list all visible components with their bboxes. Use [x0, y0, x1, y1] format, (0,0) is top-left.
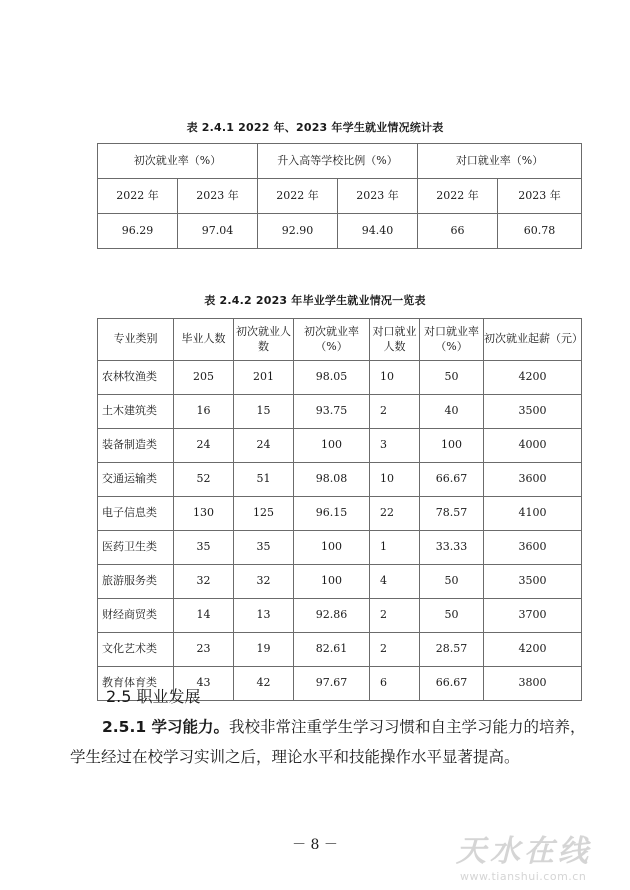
table1-value-cell: 96.29 — [98, 214, 178, 249]
table2-row — [98, 463, 582, 497]
table2-row — [98, 395, 582, 429]
table2-value-cell: 43 — [174, 667, 234, 701]
table2-value-cell: 125 — [234, 497, 294, 531]
table2-value-cell: 52 — [174, 463, 234, 497]
table2-header-cell: 专业类别 — [98, 319, 174, 361]
watermark-url: www.tianshui.com.cn — [460, 870, 587, 883]
table2-value-cell: 50 — [420, 599, 484, 633]
table1-group-header: 升入高等学校比例（%） — [258, 144, 418, 179]
table2-value-cell: 3700 — [484, 599, 582, 633]
table2-value-cell: 66.67 — [420, 667, 484, 701]
table2-value-cell: 10 — [370, 361, 420, 395]
watermark-logo — [452, 826, 622, 886]
table2-value-cell: 42 — [234, 667, 294, 701]
table2-row — [98, 361, 582, 395]
table2-value-cell: 3600 — [484, 531, 582, 565]
employment-stats-table — [97, 143, 582, 249]
table2-value-cell: 14 — [174, 599, 234, 633]
table2-value-cell: 51 — [234, 463, 294, 497]
table2-value-cell: 35 — [174, 531, 234, 565]
table2-row — [98, 599, 582, 633]
table2-value-cell: 24 — [174, 429, 234, 463]
table2-value-cell: 3800 — [484, 667, 582, 701]
table2-value-cell: 6 — [370, 667, 420, 701]
table2-row — [98, 565, 582, 599]
table2-value-cell: 50 — [420, 361, 484, 395]
table1-group-header-row — [98, 144, 582, 179]
category-cell: 农林牧渔类 — [98, 361, 174, 395]
table2-header-cell: 毕业人数 — [174, 319, 234, 361]
table2-value-cell: 98.08 — [294, 463, 370, 497]
table2-value-cell: 4000 — [484, 429, 582, 463]
table2-value-cell: 2 — [370, 633, 420, 667]
table2-value-cell: 16 — [174, 395, 234, 429]
table2-value-cell: 1 — [370, 531, 420, 565]
table1-year-row — [98, 179, 582, 214]
table2-value-cell: 23 — [174, 633, 234, 667]
table2-value-cell: 97.67 — [294, 667, 370, 701]
category-cell: 交通运输类 — [98, 463, 174, 497]
table2-value-cell: 201 — [234, 361, 294, 395]
table2-row — [98, 429, 582, 463]
table1-group-header: 对口就业率（%） — [418, 144, 582, 179]
table2-header-cell: 初次就业起薪（元） — [484, 319, 582, 361]
table2-value-cell: 13 — [234, 599, 294, 633]
table1-year-cell: 2022 年 — [258, 179, 338, 214]
section-heading: 2.5 职业发展 — [106, 687, 201, 706]
table2-value-cell: 3500 — [484, 395, 582, 429]
table2-value-cell: 35 — [234, 531, 294, 565]
table1-caption: 表 2.4.1 2022 年、2023 年学生就业情况统计表 — [186, 121, 444, 134]
category-cell: 旅游服务类 — [98, 565, 174, 599]
table2-value-cell: 2 — [370, 395, 420, 429]
subsection-lead: 2.5.1 学习能力。 — [102, 718, 230, 736]
category-cell: 教育体育类 — [98, 667, 174, 701]
table2-value-cell: 4200 — [484, 361, 582, 395]
table1-year-cell: 2023 年 — [338, 179, 418, 214]
table2-value-cell: 19 — [234, 633, 294, 667]
table2-value-cell: 15 — [234, 395, 294, 429]
table2-value-cell: 93.75 — [294, 395, 370, 429]
table2-value-cell: 24 — [234, 429, 294, 463]
table2-header-row — [98, 319, 582, 361]
table2-value-cell: 3600 — [484, 463, 582, 497]
table2-value-cell: 96.15 — [294, 497, 370, 531]
table2-value-cell: 4 — [370, 565, 420, 599]
table2-value-cell: 22 — [370, 497, 420, 531]
table1-year-cell: 2022 年 — [98, 179, 178, 214]
table2-value-cell: 130 — [174, 497, 234, 531]
paragraph-body: 我校非常注重学生学习习惯和自主学习能力的培养，学生经过在校学习实训之后，理论水平和技能操作水平显著提高。 — [70, 718, 586, 766]
table2-value-cell: 205 — [174, 361, 234, 395]
table2-value-cell: 66.67 — [420, 463, 484, 497]
table2-header-cell: 对口就业率（%） — [420, 319, 484, 361]
table2-value-cell: 4200 — [484, 633, 582, 667]
table2-value-cell: 2 — [370, 599, 420, 633]
table1-value-cell: 92.90 — [258, 214, 338, 249]
table2-header-cell: 初次就业人数 — [234, 319, 294, 361]
table1-value-row — [98, 214, 582, 249]
table1-value-cell: 60.78 — [498, 214, 582, 249]
table2-value-cell: 10 — [370, 463, 420, 497]
table2-header-cell: 初次就业率（%） — [294, 319, 370, 361]
category-cell: 电子信息类 — [98, 497, 174, 531]
table2-value-cell: 3500 — [484, 565, 582, 599]
table2-value-cell: 100 — [294, 531, 370, 565]
table2-value-cell: 32 — [174, 565, 234, 599]
graduate-employment-table — [97, 318, 582, 701]
section-paragraph — [70, 712, 586, 772]
table2-value-cell: 100 — [420, 429, 484, 463]
table2-row — [98, 497, 582, 531]
category-cell: 文化艺术类 — [98, 633, 174, 667]
table2-row — [98, 633, 582, 667]
table2-value-cell: 3 — [370, 429, 420, 463]
table2-value-cell: 28.57 — [420, 633, 484, 667]
table2-value-cell: 82.61 — [294, 633, 370, 667]
table2-value-cell: 4100 — [484, 497, 582, 531]
table2-value-cell: 100 — [294, 429, 370, 463]
table2-caption: 表 2.4.2 2023 年毕业学生就业情况一览表 — [204, 294, 426, 307]
page-number: － 8 － — [292, 837, 338, 853]
table1-year-cell: 2022 年 — [418, 179, 498, 214]
category-cell: 土木建筑类 — [98, 395, 174, 429]
table1-value-cell: 66 — [418, 214, 498, 249]
watermark-text: 天水在线 — [456, 834, 592, 869]
table2-row — [98, 531, 582, 565]
table2-value-cell: 100 — [294, 565, 370, 599]
table1-year-cell: 2023 年 — [498, 179, 582, 214]
table1-value-cell: 97.04 — [178, 214, 258, 249]
table2-header-cell: 对口就业人数 — [370, 319, 420, 361]
category-cell: 医药卫生类 — [98, 531, 174, 565]
table2-value-cell: 78.57 — [420, 497, 484, 531]
table2-value-cell: 40 — [420, 395, 484, 429]
category-cell: 装备制造类 — [98, 429, 174, 463]
table2-value-cell: 33.33 — [420, 531, 484, 565]
table1-group-header: 初次就业率（%） — [98, 144, 258, 179]
table2-value-cell: 98.05 — [294, 361, 370, 395]
table2-value-cell: 92.86 — [294, 599, 370, 633]
table2-value-cell: 50 — [420, 565, 484, 599]
category-cell: 财经商贸类 — [98, 599, 174, 633]
table1-year-cell: 2023 年 — [178, 179, 258, 214]
table1-value-cell: 94.40 — [338, 214, 418, 249]
table2-value-cell: 32 — [234, 565, 294, 599]
